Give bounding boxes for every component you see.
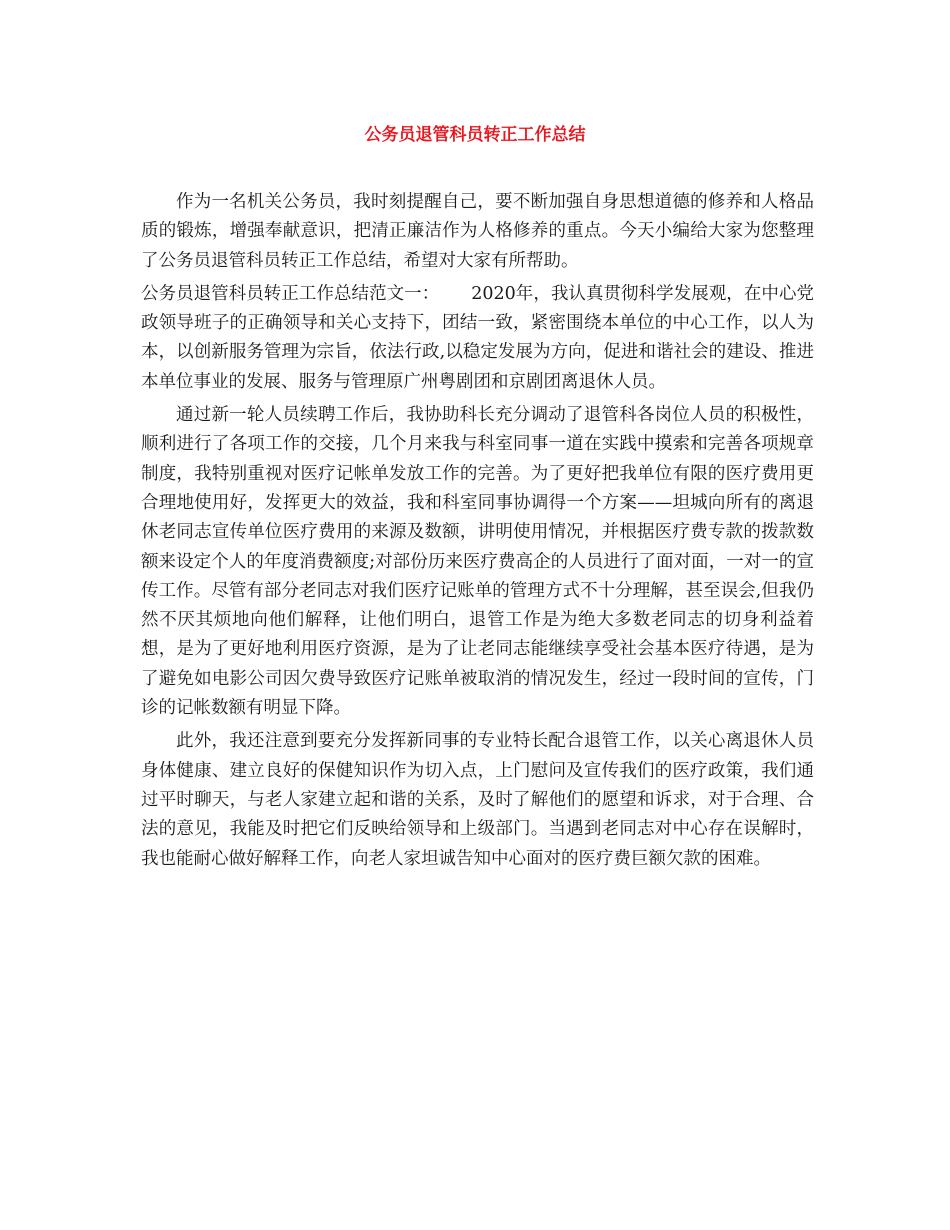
paragraph-intro: 作为一名机关公务员，我时刻提醒自己，要不断加强自身思想道德的修养和人格品质的锻炼，增强奉献意识，把清正廉洁作为人格修养的重点。今天小编给大家为您整理了公务员退管科员转正工作总结，希望对大家有所帮助。 (141, 192, 814, 271)
document-body (141, 188, 814, 878)
paragraph-medical-billing: 通过新一轮人员续聘工作后，我协助科长充分调动了退管科各岗位人员的积极性，顺利进行了各项工作的交接，几个月来我与科室同事一道在实践中摸索和完善各项规章制度，我特别重视对医疗记帐单发放工作的完善。为了更好把我单位有限的医疗费用更合理地使用好，发挥更大的效益，我和科室同事协调得一个方案——坦城向所有的离退休老同志宣传单位医疗费用的来源及数额，讲明使用情况，并根据医疗费专款的拨款数额来设定个人的年度消费额度;对部份历来医疗费高企的人员进行了面对面，一对一的宣传工作。尽管有部分老同志对我们医疗记账单的管理方式不十分理解，甚至误会,但我仍然不厌其烦地向他们解释，让他们明白，退管工作是为绝大多数老同志的切身利益着想，是为了更好地利用医疗资源，是为了让老同志能继续享受社会基本医疗待遇，是为了避免如电影公司因欠费导致医疗记账单被取消的情况发生，经过一段时间的宣传，门诊的记帐数额有明显下降。 (141, 405, 814, 719)
document-title: 公务员退管科员转正工作总结 (364, 125, 586, 145)
paragraph-outreach: 此外，我还注意到要充分发挥新同事的专业特长配合退管工作，以关心离退休人员身体健康、建立良好的保健知识作为切入点，上门慰问及宣传我们的医疗政策，我们通过平时聊天，与老人家建立起和谐的关系，及时了解他们的愿望和诉求，对于合理、合法的意见，我能及时把它们反映给领导和上级部门。当遇到老同志对中心存在误解时，我也能耐心做好解释工作，向老人家坦诚告知中心面对的医疗费巨额欠款的困难。 (141, 731, 814, 869)
paragraph-sample-one: 公务员退管科员转正工作总结范文一： 2020年，我认真贯彻科学发展观，在中心党政领导班子的正确领导和关心支持下，团结一致，紧密围绕本单位的中心工作，以人为本，以创新服务管理为宗旨，依法行政,以稳定发展为方向，促进和谐社会的建设、推进本单位事业的发展、服务与管理原广州粤剧团和京剧团离退休人员。 (141, 283, 814, 392)
